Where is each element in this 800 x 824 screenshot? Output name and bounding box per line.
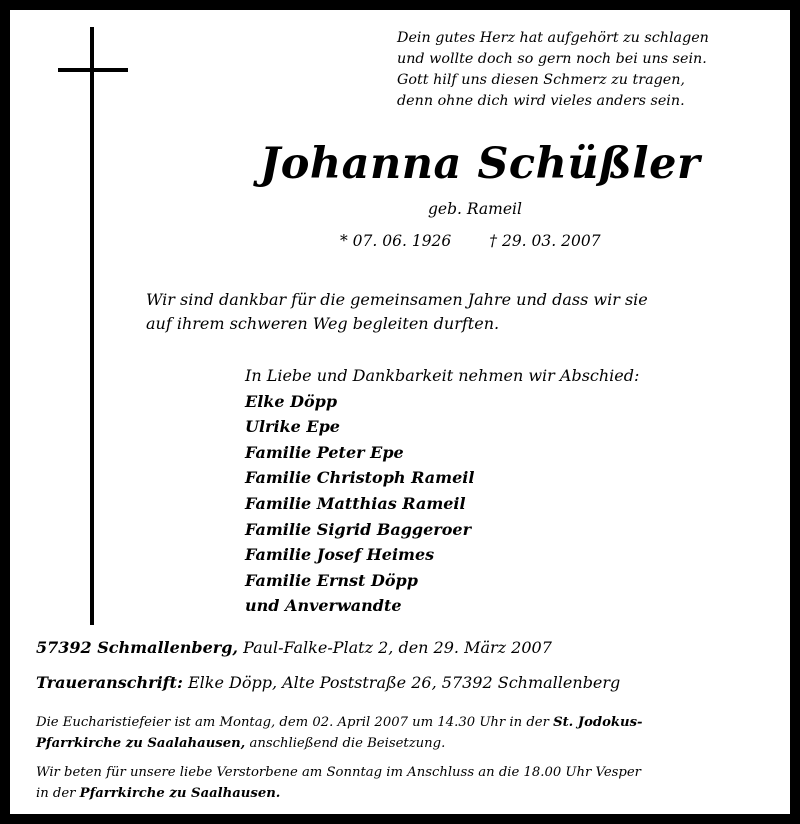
- mourner: Familie Ernst Döpp: [245, 570, 418, 590]
- church-name-part: Pfarrkirche zu Saalahausen,: [36, 736, 246, 751]
- place-date-line: [36, 636, 552, 660]
- mourner: Familie Josef Heimes: [245, 545, 435, 565]
- thanks-line: auf ihrem schweren Weg begleiten durften.: [146, 314, 500, 333]
- service-note-line: [36, 733, 786, 754]
- poem-line: denn ohne dich wird vieles anders sein.: [397, 93, 685, 109]
- place-details: Paul-Falke-Platz 2, den 29. März 2007: [237, 638, 552, 657]
- maiden-name: geb. Rameil: [428, 200, 522, 218]
- birth-date: * 07. 06. 1926: [340, 232, 452, 250]
- church-name-part: St. Jodokus-: [553, 715, 643, 730]
- prayer-note-text: in der: [36, 786, 80, 801]
- prayer-note-line: [36, 783, 786, 804]
- service-note: [36, 712, 786, 754]
- mourner: Elke Döpp: [245, 391, 338, 411]
- poem-line: Dein gutes Herz hat aufgehört zu schlagen: [397, 30, 709, 46]
- mourner: Familie Matthias Rameil: [245, 493, 466, 513]
- church-name: Pfarrkirche zu Saalhausen.: [79, 786, 281, 801]
- obituary-notice: [10, 10, 790, 814]
- prayer-note-line: Wir beten für unsere liebe Verstorbene am Sonntag im Anschluss an die 18.00 Uhr Vesper: [36, 765, 641, 780]
- place-city: 57392 Schmallenberg,: [36, 638, 238, 657]
- farewell-block: [245, 363, 745, 619]
- mourner: Ulrike Epe: [245, 417, 340, 437]
- cross-icon-crossbar: [58, 68, 128, 72]
- death-date: † 29. 03. 2007: [489, 232, 601, 250]
- service-note-text: anschließend die Beisetzung.: [245, 736, 446, 751]
- life-dates: [340, 229, 601, 253]
- thanks-line: Wir sind dankbar für die gemeinsamen Jahre und dass wir sie: [146, 290, 648, 309]
- cross-icon: [90, 27, 94, 625]
- mourning-address-value: Elke Döpp, Alte Poststraße 26, 57392 Schmallenberg: [182, 673, 621, 692]
- mourners-list: [245, 389, 745, 619]
- service-note-text: Die Eucharistiefeier ist am Montag, dem 02. April 2007 um 14.30 Uhr in der: [36, 715, 554, 730]
- mourner: Familie Peter Epe: [245, 442, 404, 462]
- mourning-address-line: [36, 671, 620, 695]
- poem-line: und wollte doch so gern noch bei uns sein.: [397, 51, 707, 67]
- mourning-address-label: Traueranschrift:: [36, 673, 183, 692]
- service-note-line: [36, 712, 786, 733]
- poem: [397, 28, 777, 112]
- prayer-note: [36, 762, 786, 804]
- deceased-name-row: [10, 138, 790, 190]
- mourner: und Anverwandte: [245, 596, 402, 616]
- poem-line: Gott hilf uns diesen Schmerz zu tragen,: [397, 72, 685, 88]
- farewell-intro: In Liebe und Dankbarkeit nehmen wir Abschied:: [245, 366, 640, 385]
- mourner: Familie Sigrid Baggeroer: [245, 519, 472, 539]
- mourner: Familie Christoph Rameil: [245, 468, 475, 488]
- thanks-text: [146, 288, 746, 336]
- deceased-name: Johanna Schüßler: [259, 139, 701, 189]
